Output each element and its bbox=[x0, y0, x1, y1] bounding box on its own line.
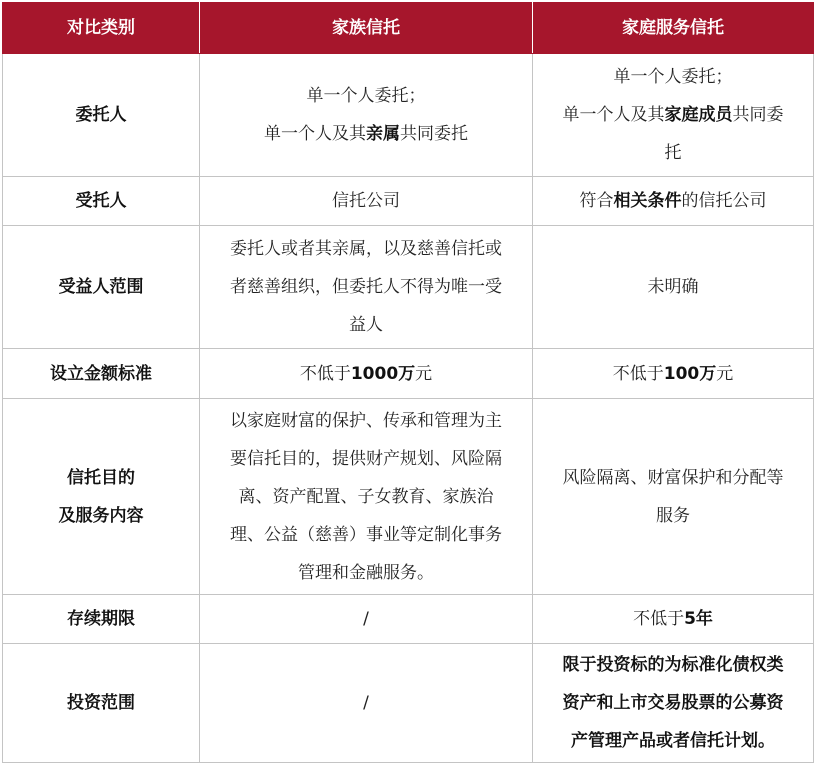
settlor-family-trust bbox=[200, 54, 533, 177]
settlor-service-line3: 托 bbox=[664, 143, 682, 163]
category-trustee: 受托人 bbox=[3, 177, 200, 226]
investment-family-service-trust: 限于投资标的为标准化债权类 资产和上市交易股票的公募资 产管理产品或者信托计划。 bbox=[533, 644, 814, 763]
trustee-family-service-trust: 符合相关条件的信托公司 bbox=[533, 177, 814, 226]
settlor-family-line2: 单一个人及其亲属共同委托 bbox=[264, 124, 468, 144]
category-settlor: 委托人 bbox=[3, 54, 200, 177]
amount-family-service-trust: 不低于100万元 bbox=[533, 349, 814, 399]
header-category: 对比类别 bbox=[3, 3, 200, 54]
category-investment: 投资范围 bbox=[3, 644, 200, 763]
header-family-trust: 家族信托 bbox=[200, 3, 533, 54]
row-amount bbox=[3, 349, 814, 399]
duration-family-trust: / bbox=[200, 595, 533, 644]
beneficiary-family-service-trust: 未明确 bbox=[533, 226, 814, 349]
purpose-family-trust: 以家庭财富的保护、传承和管理为主 要信托目的，提供财产规划、风险隔 离、资产配置、子女教育、家族治 理、公益（慈善）事业等定制化事务 管理和金融服务。 bbox=[200, 399, 533, 595]
beneficiary-family-trust: 委托人或者其亲属，以及慈善信托或 者慈善组织，但委托人不得为唯一受 益人 bbox=[200, 226, 533, 349]
header-row bbox=[3, 3, 814, 54]
category-amount: 设立金额标准 bbox=[3, 349, 200, 399]
row-purpose bbox=[3, 399, 814, 595]
row-duration bbox=[3, 595, 814, 644]
comparison-table bbox=[2, 2, 814, 763]
row-investment bbox=[3, 644, 814, 763]
trustee-family-trust: 信托公司 bbox=[200, 177, 533, 226]
investment-family-trust: / bbox=[200, 644, 533, 763]
duration-family-service-trust: 不低于5年 bbox=[533, 595, 814, 644]
row-settlor bbox=[3, 54, 814, 177]
header-family-service-trust: 家庭服务信托 bbox=[533, 3, 814, 54]
settlor-family-line1: 单一个人委托； bbox=[306, 86, 426, 106]
category-beneficiary: 受益人范围 bbox=[3, 226, 200, 349]
row-trustee bbox=[3, 177, 814, 226]
settlor-service-line1: 单一个人委托； bbox=[613, 67, 733, 87]
category-purpose: 信托目的 及服务内容 bbox=[3, 399, 200, 595]
amount-family-trust: 不低于1000万元 bbox=[200, 349, 533, 399]
row-beneficiary bbox=[3, 226, 814, 349]
settlor-service-line2: 单一个人及其家庭成员共同委 bbox=[562, 105, 784, 125]
purpose-family-service-trust: 风险隔离、财富保护和分配等 服务 bbox=[533, 399, 814, 595]
settlor-family-service-trust bbox=[533, 54, 814, 177]
category-duration: 存续期限 bbox=[3, 595, 200, 644]
